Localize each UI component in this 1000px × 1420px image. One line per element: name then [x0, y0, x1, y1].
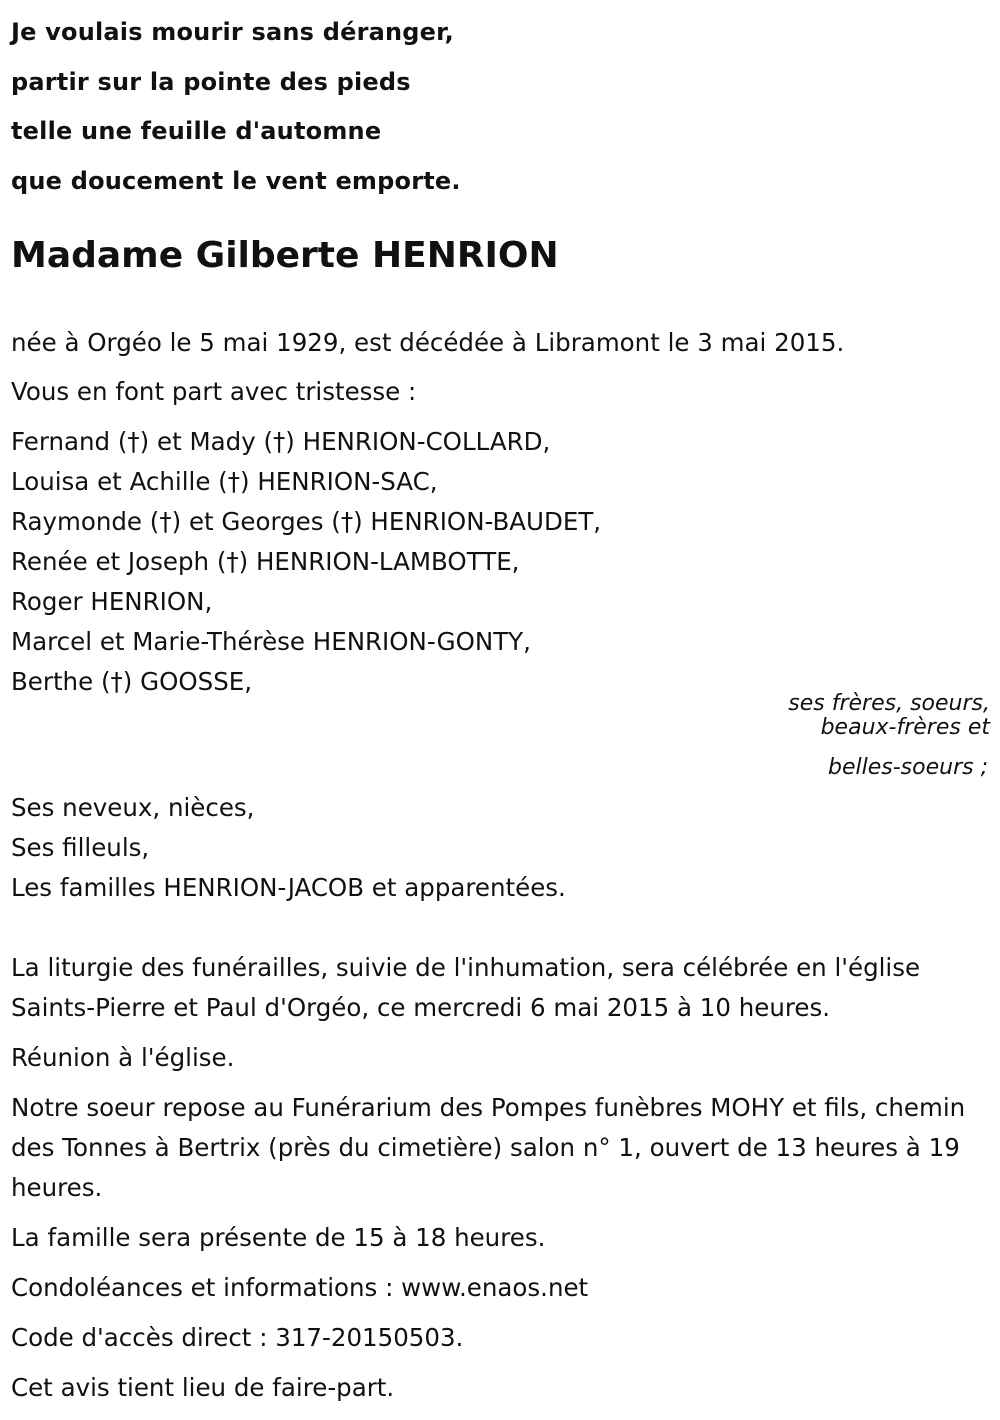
family-member: Renée et Joseph (†) HENRION-LAMBOTTE, [11, 547, 520, 576]
relation-line: belles-soeurs ; [828, 755, 988, 780]
presence-paragraph: La famille sera présente de 15 à 18 heures. [11, 1223, 546, 1252]
poem-line: que doucement le vent emporte. [11, 166, 461, 195]
relation-line: ses frères, soeurs, [788, 691, 990, 716]
relation-line: beaux-frères et [820, 715, 990, 740]
family-member: Berthe (†) GOOSSE, [11, 667, 253, 696]
family-member: Fernand (†) et Mady (†) HENRION-COLLARD, [11, 427, 551, 456]
funeral-details [11, 948, 989, 1418]
family-member: Roger HENRION, [11, 587, 213, 616]
condolences-paragraph: Condoléances et informations : www.enaos.net [11, 1273, 589, 1302]
meeting-paragraph: Réunion à l'église. [11, 1043, 235, 1072]
family-member: Marcel et Marie-Thérèse HENRION-GONTY, [11, 627, 531, 656]
family-list [11, 422, 601, 702]
access-code-paragraph: Code d'accès direct : 317-20150503. [11, 1323, 464, 1352]
birth-death-line: née à Orgéo le 5 mai 1929, est décédée à Libramont le 3 mai 2015. [11, 328, 845, 357]
deceased-name: Madame Gilberte HENRION [11, 235, 559, 276]
poem-line: Je voulais mourir sans déranger, [11, 18, 454, 46]
family-member: Raymonde (†) et Georges (†) HENRION-BAUDET, [11, 507, 602, 536]
rest-paragraph: Notre soeur repose au Funérarium des Pompes funèbres MOHY et fils, chemin des Tonnes à Bertrix (près du cimetière) salon n° 1, ouvert de 13 heures à 19 heures. [11, 1093, 966, 1202]
relative-item: Ses filleuls, [11, 833, 150, 862]
notice-paragraph: Cet avis tient lieu de faire-part. [11, 1373, 395, 1402]
family-member: Louisa et Achille (†) HENRION-SAC, [11, 467, 438, 496]
liturgy-paragraph: La liturgie des funérailles, suivie de l'inhumation, sera célébrée en l'église Saints-Pierre et Paul d'Orgéo, ce mercredi 6 mai 2015 à 10 heures. [11, 953, 921, 1022]
poem [11, 8, 461, 206]
poem-line: telle une feuille d'automne [11, 117, 382, 145]
relative-item: Ses neveux, nièces, [11, 793, 255, 822]
other-relatives-list [11, 788, 566, 908]
relative-item: Les familles HENRION-JACOB et apparentées. [11, 873, 566, 902]
poem-line: partir sur la pointe des pieds [11, 67, 411, 96]
announcement: Vous en font part avec tristesse : [11, 377, 417, 406]
relation-note [788, 692, 990, 780]
